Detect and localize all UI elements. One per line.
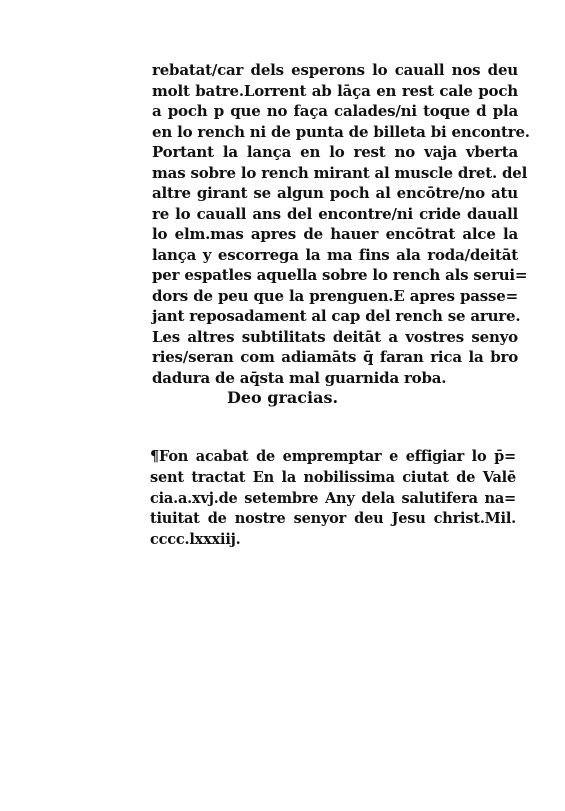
text-line: per espatles aquella sobre lo rench als serui=: [152, 266, 528, 284]
main-text-block: [152, 60, 530, 388]
text-line: re lo cauall ans del encontre/ni cride dauall: [152, 204, 518, 223]
colophon-line: cia.a.xvj.de setembre Any dela salutifera na=: [150, 489, 516, 507]
text-line: rebatat/car dels esperons lo cauall nos deu: [152, 61, 518, 79]
text-line: Les altres subtilitats deitāt a vostres senyo: [152, 327, 518, 346]
colophon-line: ¶Fon acabat de empremptar e effigiar lo p̄=: [150, 448, 516, 465]
text-line: altre girant se algun poch al encōtre/no atu: [152, 184, 518, 202]
colophon-block: [150, 447, 516, 551]
text-line: en lo rench ni de punta de billeta bi encontre.: [152, 122, 530, 141]
text-line: a poch p que no faça calades/ni toque d pla: [152, 102, 518, 120]
colophon-line: sent tractat En la nobilissima ciutat de Valē: [150, 468, 516, 486]
colophon-line: cccc.lxxxiij.: [150, 531, 241, 549]
colophon-line: tiuitat de nostre senyor deu Jesu christ.Mil.: [150, 510, 516, 528]
text-line: mas sobre lo rench mirant al muscle dret. del: [152, 163, 528, 182]
text-line: lança y escorrega la ma fins ala roda/deitāt: [152, 245, 518, 264]
text-line: dors de peu que la prenguen.E apres passe=: [152, 286, 518, 305]
text-line: lo elm.mas apres de hauer encōtrat alce la: [152, 225, 518, 243]
explicit-heading: Deo gracias.: [226, 388, 339, 407]
text-line: dadura de aq̄sta mal guarnida roba.: [152, 368, 447, 387]
text-line: jant reposadament al cap del rench se arure.: [152, 307, 521, 325]
text-line: Portant la lança en lo rest no vaja vberta: [152, 143, 518, 161]
text-line: molt batre.Lorrent ab lāça en rest cale poch: [152, 81, 518, 100]
text-line: ries/seran com adiamāts q̄ faran rica la bro: [152, 348, 518, 366]
